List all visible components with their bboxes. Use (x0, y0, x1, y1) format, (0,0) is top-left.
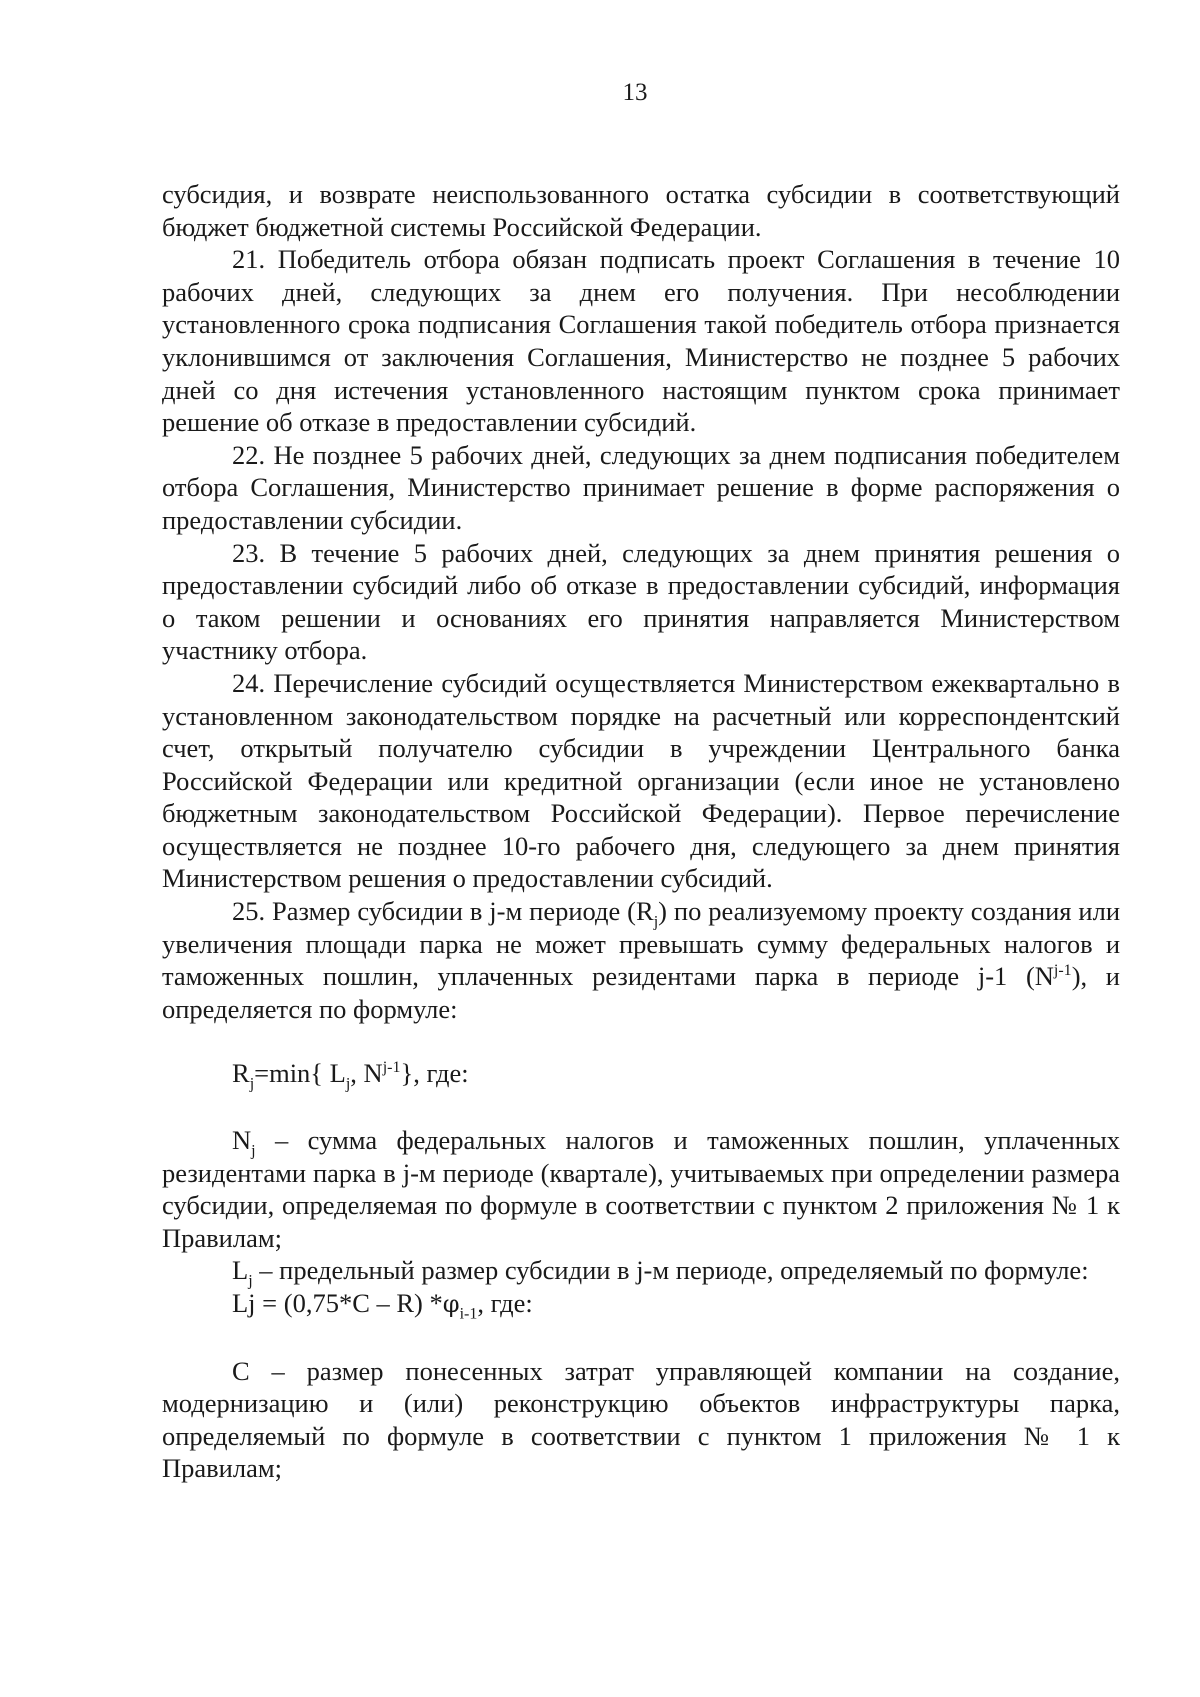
paragraph-text: 23. В течение 5 рабочих дней, следующих за днем принятия решения о предоставлении субсидий либо об отказе в предоставлении субсидий, информация о таком решении и основаниях его принятия направляется Министерством участнику отбора. (162, 537, 1120, 666)
page-number: 13 (622, 79, 648, 106)
paragraph-23 (162, 537, 1120, 667)
paragraph-text: 25. Размер субсидии в j-м периоде (R (232, 896, 654, 927)
formula-text: Lj = (0,75*C – R) * (232, 1288, 443, 1318)
formula-r (162, 1057, 1120, 1093)
subscript: i-1 (459, 1305, 478, 1323)
paragraph-text: 24. Перечисление субсидий осуществляется Министерством ежеквартально в установленном законодательством порядке на расчетный или корреспондентский счет, открытый получателю субсидии в учреждении Центрального банка Российской Федерации или кредитной организации (если иное не установлено бюджетным законодательством Российской Федерации). Первое перечисление осуществляется не позднее 10-го рабочего дня, следующего за днем принятия Министерством решения о предоставлении субсидий. (162, 667, 1120, 894)
subscript: j (653, 913, 659, 931)
subscript: j (345, 1075, 351, 1093)
subscript: j (251, 1142, 256, 1160)
definition-nj (162, 1124, 1120, 1254)
definition-text: L (232, 1255, 249, 1286)
definition-text: N (232, 1125, 252, 1156)
document-body (162, 178, 1120, 1485)
formula-text: , где: (477, 1288, 533, 1318)
paragraph-text: ), и определяется по формуле: (162, 961, 1120, 1024)
paragraph-continuation (162, 178, 1120, 243)
paragraph-21 (162, 243, 1120, 439)
paragraph-text: 22. Не позднее 5 рабочих дней, следующих за днем подписания победителем отбора Соглашения, Министерство принимает решение в форме распоряжения о предоставлении субсидии. (162, 439, 1120, 535)
definition-lj (162, 1254, 1120, 1290)
phi-symbol: φ (442, 1290, 460, 1318)
formula-text: }, где: (400, 1058, 469, 1089)
formula-text: =min{ L (254, 1058, 346, 1089)
paragraph-22 (162, 439, 1120, 537)
definition-text: – сумма федеральных налогов и таможенных пошлин, уплаченных резидентами парка в j-м периоде (квартале), учитываемых при определении размера субсидии, определяемая по формуле в соответствии с пунктом 2 приложения № 1 к Правилам; (162, 1125, 1120, 1253)
definition-c (162, 1355, 1120, 1485)
subscript: j (248, 1272, 253, 1290)
formula-lj (162, 1287, 1120, 1321)
paragraph-text: ) по реализуемому проекту создания или увеличения площади парка не может превышать сумму федеральных налогов и таможенных пошлин, уплаченных резидентами парка в периоде j-1 (N (162, 896, 1120, 992)
paragraph-25 (162, 895, 1120, 1025)
superscript: j-1 (1053, 962, 1072, 980)
paragraph-text: субсидия, и возврате неиспользованного остатка субсидии в соответствующий бюджет бюджетной системы Российской Федерации. (162, 179, 1120, 242)
paragraph-24 (162, 667, 1120, 895)
superscript: j-1 (382, 1059, 401, 1077)
definition-text: – предельный размер субсидии в j-м периоде, определяемый по формуле: (252, 1255, 1089, 1286)
formula-text: , N (350, 1058, 383, 1089)
definition-text: C – размер понесенных затрат управляющей компании на создание, модернизацию и (или) реконструкцию объектов инфраструктуры парка, определяемый по формуле в соответствии с пунктом 1 приложения № 1 к Правилам; (162, 1355, 1120, 1484)
formula-text: R (232, 1058, 250, 1089)
paragraph-text: 21. Победитель отбора обязан подписать проект Соглашения в течение 10 рабочих дней, следующих за днем его получения. При несоблюдении установленного срока подписания Соглашения такой победитель отбора признается уклонившимся от заключения Соглашения, Министерство не позднее 5 рабочих дней со дня истечения установленного настоящим пунктом срока принимает решение об отказе в предоставлении субсидий. (162, 244, 1120, 438)
subscript: j (249, 1075, 255, 1093)
